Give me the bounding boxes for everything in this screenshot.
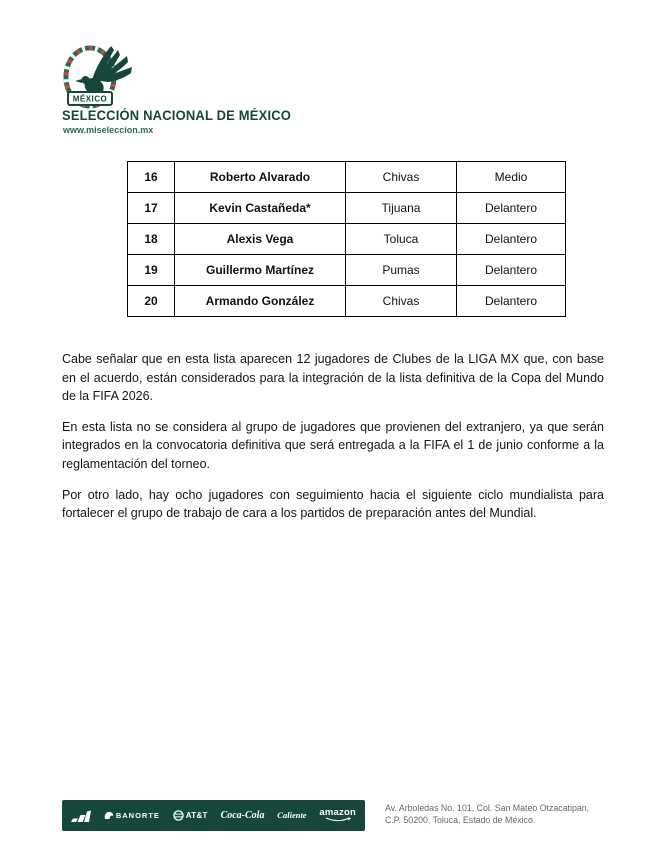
address-line-2: C.P. 50200, Toluca, Estado de México. [385, 814, 536, 825]
paragraph-seguimiento: Por otro lado, hay ocho jugadores con seguimiento hacia el siguiente ciclo mundialista para fortalecer el grupo de trabajo de cara a los partidos de preparación antes del Mundial. [62, 487, 604, 521]
player-club: Chivas [346, 286, 457, 317]
paragraph-extranjero: En esta lista no se considera al grupo de jugadores que provienen del extranjero, ya que serán integrados en la convocatoria definitiva que será entregada a la FIFA el 1 de junio conforme a la reglamentación del torneo. [62, 419, 604, 471]
fmf-crest-logo [62, 40, 148, 112]
banorte-logo [104, 811, 160, 820]
player-name: Kevin Castañeda* [175, 193, 346, 224]
att-logo-text: AT&T [185, 810, 208, 820]
table-row [128, 255, 566, 286]
player-number: 17 [128, 193, 175, 224]
table-row [128, 162, 566, 193]
page-title: SELECCIÓN NACIONAL DE MÉXICO [62, 108, 292, 123]
players-table [127, 161, 566, 317]
coca-cola-logo: Coca-Cola [220, 809, 265, 821]
player-name: Alexis Vega [175, 224, 346, 255]
sponsor-bar [62, 800, 365, 831]
adidas-logo-icon [71, 809, 91, 823]
table-row [128, 193, 566, 224]
press-release-body [62, 350, 604, 535]
banorte-glyph-icon [104, 811, 114, 820]
mexico-eagle-crest-icon [62, 40, 148, 112]
player-number: 19 [128, 255, 175, 286]
amazon-logo-text: amazon [319, 806, 356, 818]
amazon-logo [319, 806, 356, 823]
player-position: Delantero [457, 286, 566, 317]
player-position: Delantero [457, 224, 566, 255]
player-number: 18 [128, 224, 175, 255]
player-number: 20 [128, 286, 175, 317]
player-club: Chivas [346, 162, 457, 193]
player-name: Roberto Alvarado [175, 162, 346, 193]
player-club: Toluca [346, 224, 457, 255]
table-row [128, 286, 566, 317]
amazon-smile-icon [325, 817, 351, 822]
federation-address [385, 803, 589, 826]
paragraph-liga-mx: Cabe señalar que en esta lista aparecen 12 jugadores de Clubes de la LIGA MX que, con base en el acuerdo, están considerados para la integración de la lista definitiva de la Copa del Mundo de la FIFA 2026. [62, 352, 604, 404]
caliente-logo: Caliente [277, 810, 307, 821]
player-name: Guillermo Martínez [175, 255, 346, 286]
player-position: Delantero [457, 255, 566, 286]
player-club: Pumas [346, 255, 457, 286]
att-logo [173, 810, 208, 821]
website-link[interactable]: www.miseleccion.mx [63, 125, 154, 135]
address-line-1: Av. Arboledas No. 101, Col. San Mateo Otzacatipan, [385, 803, 590, 813]
att-globe-icon [173, 810, 184, 821]
player-name: Armando González [175, 286, 346, 317]
player-position: Delantero [457, 193, 566, 224]
banorte-logo-text: BANORTE [115, 810, 160, 820]
player-club: Tijuana [346, 193, 457, 224]
player-position: Medio [457, 162, 566, 193]
crest-label: MÉXICO [72, 94, 108, 104]
table-row [128, 224, 566, 255]
player-number: 16 [128, 162, 175, 193]
